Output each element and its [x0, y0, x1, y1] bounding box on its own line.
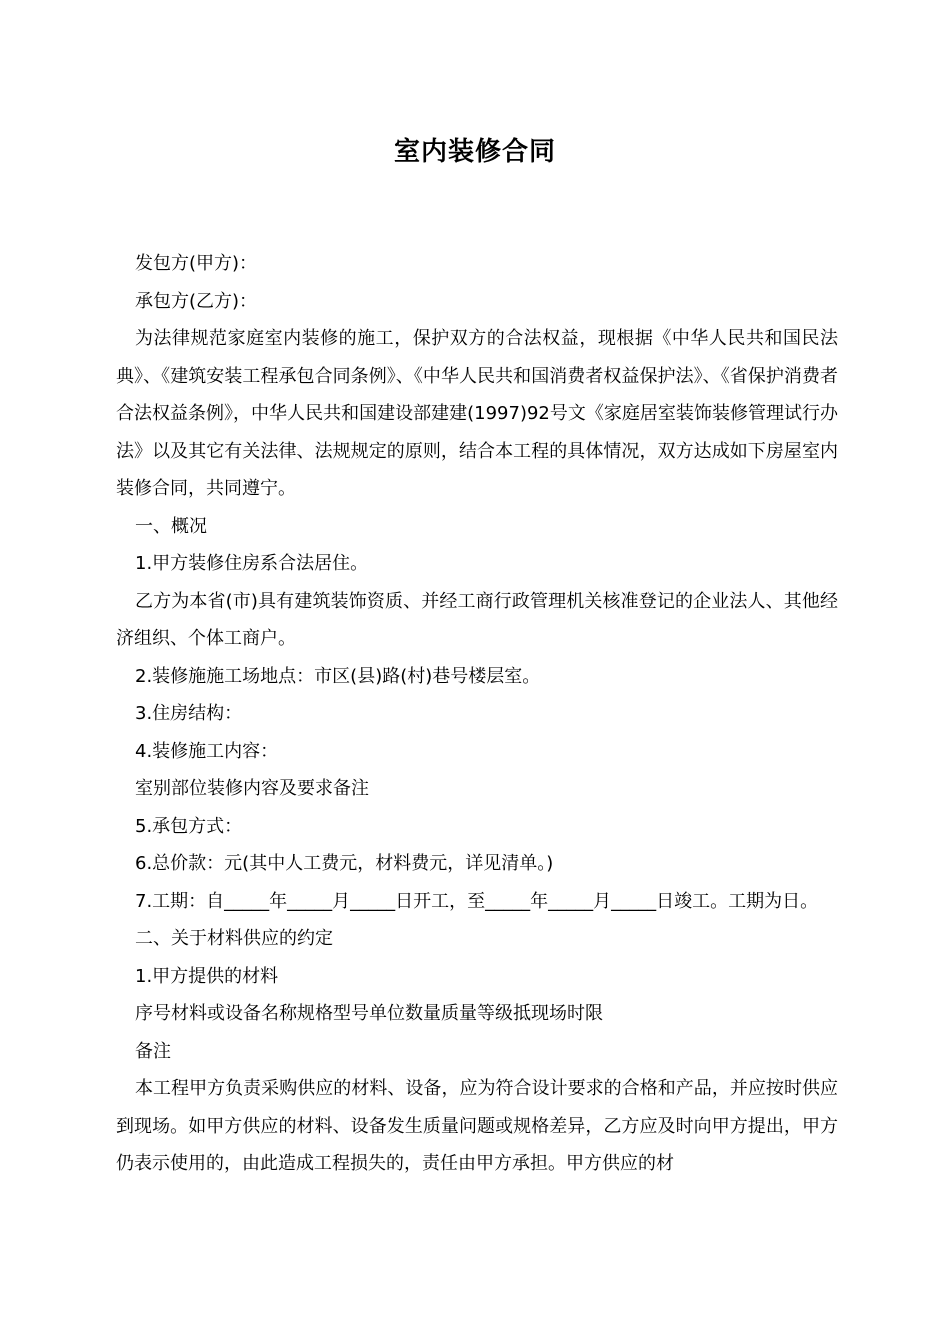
paragraph-party-a: 发包方(甲方)：	[135, 253, 258, 274]
paragraph-item-7: 7.工期：自_____年_____月_____日开工，至_____年_____月_____日竣工。工期为日。	[135, 890, 819, 912]
paragraph-item-2: 2.装修施施工场地点：市区(县)路(村)巷号楼层室。	[135, 665, 541, 687]
paragraph-materials-table-header: 序号材料或设备名称规格型号单位数量质量等级抵现场时限	[135, 1003, 603, 1024]
paragraph-item-1: 1.甲方装修住房系合法居住。	[135, 553, 369, 574]
paragraph-contractor-qualification: 乙方为本省(市)具有建筑装饰资质、并经工商行政管理机关核准登记的企业法人、其他经济组织、个体工商户。	[116, 590, 838, 649]
paragraph-item-4: 4.装修施工内容：	[135, 740, 279, 762]
paragraph-item-3: 3.住房结构：	[135, 703, 243, 724]
paragraph-item-6: 6.总价款：元(其中人工费元，材料费元，详见清单。)	[135, 853, 554, 874]
paragraph-materials-responsibility: 本工程甲方负责采购供应的材料、设备，应为符合设计要求的合格和产品，并应按时供应到现场。如甲方供应的材料、设备发生质量问题或规格差异，乙方应及时向甲方提出，甲方仍表示使用的，由此造成工程损失的，责任由甲方承担。甲方供应的材	[116, 1078, 838, 1174]
document-title: 室内装修合同	[393, 137, 556, 167]
paragraph-remarks: 备注	[135, 1040, 171, 1062]
paragraph-materials-item-1: 1.甲方提供的材料	[135, 965, 279, 987]
paragraph-preamble: 为法律规范家庭室内装修的施工，保护双方的合法权益，现根据《中华人民共和国民法典》、《建筑安装工程承包合同条例》、《中华人民共和国消费者权益保护法》、《省保护消费者合法权益条例》，中华人民共和国建设部建建(1997)92号文《家庭居室装饰装修管理试行办法》以及其它有关法律、法规规定的原则，结合本工程的具体情况，双方达成如下房屋室内装修合同，共同遵宁。	[116, 328, 838, 499]
section-heading-overview: 一、概况	[135, 515, 207, 537]
paragraph-room-table-header: 室别部位装修内容及要求备注	[135, 778, 369, 799]
document-body	[116, 245, 838, 1183]
section-heading-materials: 二、关于材料供应的约定	[135, 928, 333, 949]
paragraph-item-5: 5.承包方式：	[135, 815, 243, 837]
paragraph-party-b: 承包方(乙方)：	[135, 290, 258, 312]
